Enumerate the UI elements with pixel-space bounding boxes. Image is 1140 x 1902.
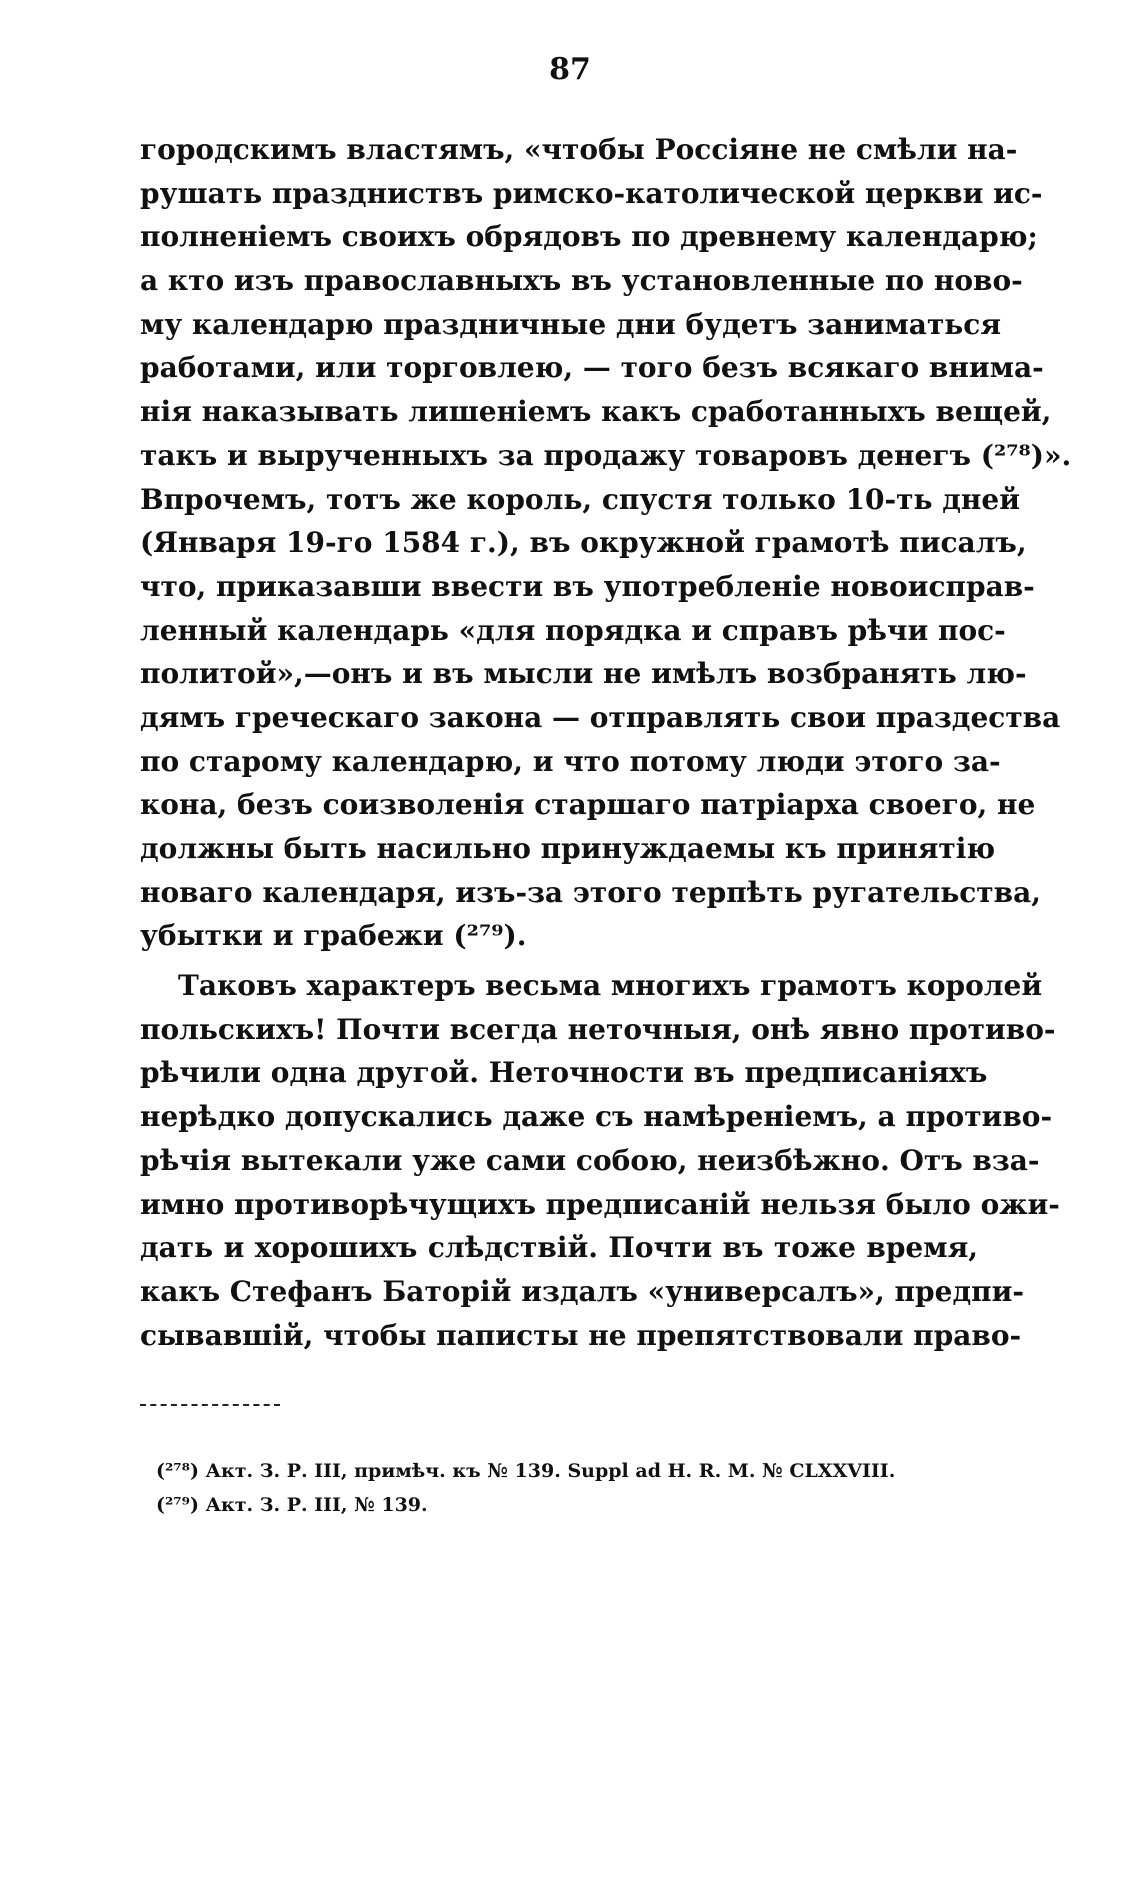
text-line: рушать праздниствъ римско-католической церкви ис- [140, 176, 1043, 210]
footnote-278: (²⁷⁸) Акт. З. Р. III, примѣч. къ № 139. Suppl ad H. R. M. № CLXXVIII. [156, 1460, 896, 1482]
text-line: должны быть насильно принуждаемы къ принятію [140, 832, 996, 865]
paragraph-2 [140, 964, 1060, 1357]
text-line: рѣчили одна другой. Неточности въ предписаніяхъ [140, 1056, 988, 1090]
text-line: городскимъ властямъ, «чтобы Россіяне не смѣли на- [140, 133, 1018, 166]
text-line: рѣчія вытекали уже сами собою, неизбѣжно. Отъ вза- [140, 1143, 1040, 1177]
text-line: Таковъ характеръ весьма многихъ грамотъ королей [178, 969, 1043, 1003]
text-line: (Января 19-го 1584 г.), въ окружной грамотѣ писалъ, [140, 526, 1027, 560]
text-line: дямъ греческаго закона — отправлять свои праздества [140, 700, 1061, 734]
footnote-divider [140, 1404, 280, 1406]
text-line: что, приказавши ввести въ употребленіе новоисправ- [140, 569, 1035, 603]
text-line: польскихъ! Почти всегда неточныя, онѣ явно противо- [140, 1012, 1056, 1046]
text-line: му календарю праздничные дни будетъ заниматься [140, 307, 1002, 341]
text-line: а кто изъ православныхъ въ установленные по ново- [140, 264, 1023, 298]
text-line: какъ Стефанъ Баторій издалъ «универсалъ», предпи- [140, 1274, 1024, 1308]
text-line: имно противорѣчущихъ предписаній нельзя было ожи- [140, 1187, 1060, 1221]
text-line: кона, безъ соизволенія старшаго патріарха своего, не [140, 788, 1036, 822]
footnote-279: (²⁷⁹) Акт. З. Р. III, № 139. [156, 1494, 428, 1516]
text-line: дать и хорошихъ слѣдствій. Почти въ тоже время, [140, 1231, 978, 1265]
text-line: новаго календаря, изъ-за этого терпѣть ругательства, [140, 875, 1041, 909]
page-number: 87 [549, 52, 591, 87]
text-line: ленный календарь «для порядка и справъ рѣчи пос- [140, 613, 1006, 647]
text-line: нерѣдко допускались даже съ намѣреніемъ, а противо- [140, 1100, 1053, 1134]
text-line: Впрочемъ, тотъ же король, спустя только 10-ть дней [140, 482, 1020, 516]
paragraph-1 [140, 128, 1072, 958]
text-line: работами, или торговлею, — того безъ всякаго внима- [140, 351, 1044, 385]
body-text [140, 128, 1072, 1357]
text-line: сывавшій, чтобы паписты не препятствовали право- [140, 1318, 1022, 1352]
text-line: нія наказывать лишеніемъ какъ сработанныхъ вещей, [140, 395, 1052, 429]
text-line: полненіемъ своихъ обрядовъ по древнему календарю; [140, 220, 1038, 254]
text-line: такъ и вырученныхъ за продажу товаровъ денегъ (²⁷⁸)». [140, 438, 1072, 472]
text-line: политой»,—онъ и въ мысли не имѣлъ возбранять лю- [140, 657, 1027, 691]
footnotes [156, 1454, 978, 1522]
text-line: убытки и грабежи (²⁷⁹). [140, 919, 527, 953]
text-line: по старому календарю, и что потому люди этого за- [140, 744, 1001, 778]
